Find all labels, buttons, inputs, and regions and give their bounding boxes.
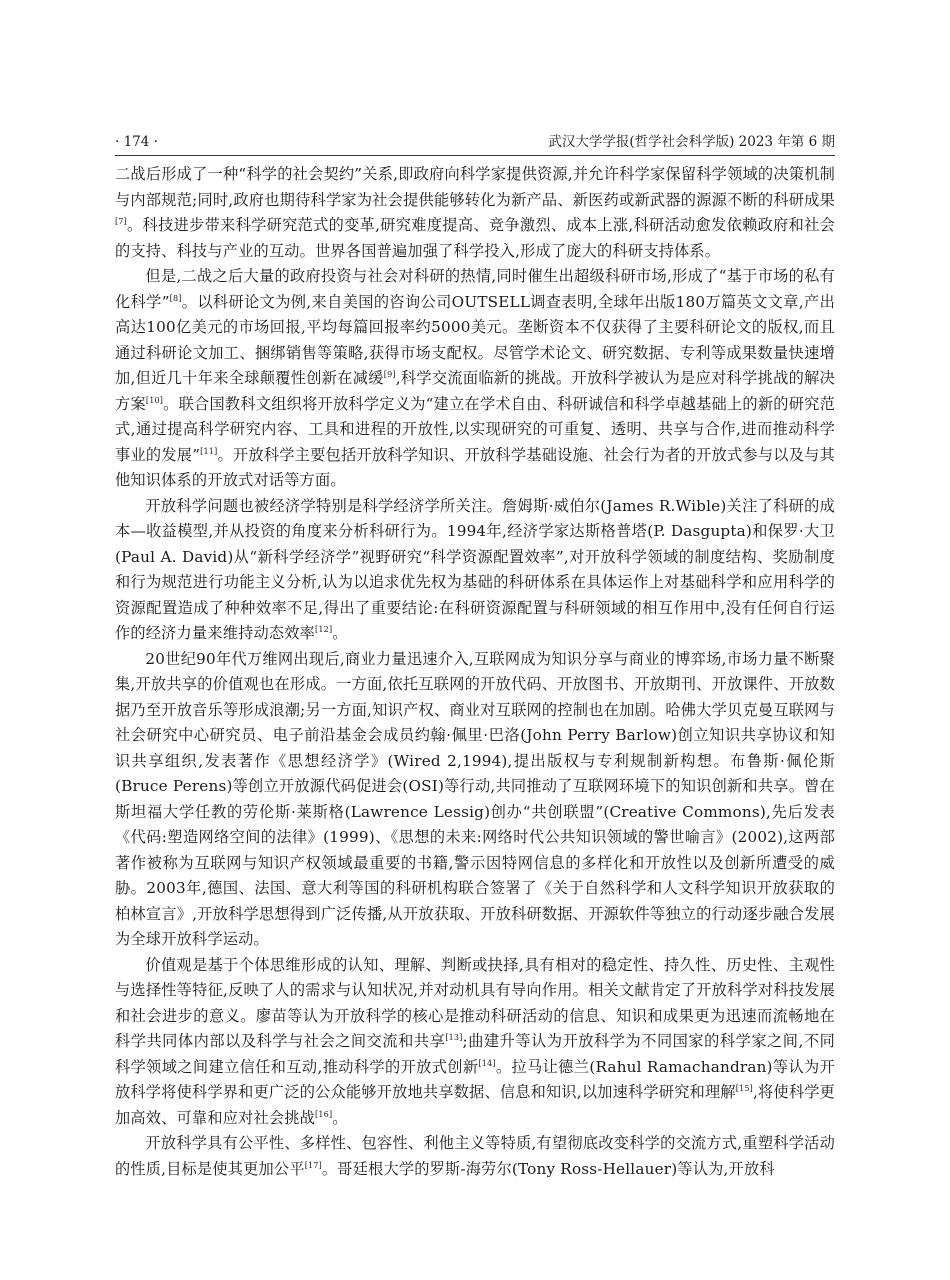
paragraph (115, 162, 835, 264)
citation-ref: [16] (315, 1109, 333, 1119)
paragraph (115, 953, 835, 1132)
page-header (115, 132, 835, 152)
citation-ref: [10] (145, 395, 164, 405)
text-run: ;曲建升等认为开放科学为不同国家的科学家之间,不同科学领域之间建立信任和互动,推动科学的开放式创新 (115, 1032, 835, 1076)
citation-ref: [8] (169, 293, 182, 303)
text-run: 。以科研论文为例,来自美国的咨询公司OUTSELL调查表明,全球年出版180万篇英文文章,产出高达100亿美元的市场回报,平均每篇回报率约5000美元。垄断资本不仅获得了主要科研论文的版权,而且通过科研论文加工、捆绑销售等策略,获得市场支配权。尽管学术论文、研究数据、专利等成果数量快速增加,但近几十年来全球颠覆性创新在减缓 (115, 292, 835, 387)
text-run: 开放科学问题也被经济学特别是科学经济学所关注。詹姆斯·威伯尔(James R.Wible)关注了科研的成本—收益模型,并从投资的角度来分析科研行为。1994年,经济学家达斯格普塔(P. Dasgupta)和保罗·大卫(Paul A. David)从“新科学经济学”视野研究“科学资源配置效率”,对开放科学领域的制度结构、奖励制度和行为规范进行功能主义分析,认为以追求优先权为基础的科研体系在具体运作上对基础科学和应用科学的资源配置造成了种种效率不足,得出了重要结论:在科研资源配置与科研领域的相互作用中,没有任何自行运作的经济力量来维持动态效率 (115, 496, 835, 642)
citation-ref: [17] (304, 1160, 322, 1170)
text-run: ,科学交流面临新的挑战。开放科学被认为是应对科学挑战的解决方案 (115, 369, 835, 413)
text-run: 。科技进步带来科学研究范式的变革,研究难度提高、竞争激烈、成本上涨,科研活动愈发依赖政府和社会的支持、科技与产业的互动。世界各国普遍加强了科学投入,形成了庞大的科研支持体系。 (115, 216, 835, 260)
citation-ref: [9] (383, 370, 396, 379)
text-run: 。开放科学主要包括开放科学知识、开放科学基础设施、社会行为者的开放式参与以及与其他知识体系的开放式对话等方面。 (115, 445, 836, 489)
citation-ref: [14] (478, 1058, 496, 1068)
text-run: 二战后形成了一种“科学的社会契约”关系,即政府向科学家提供资源,并允许科学家保留科学领域的决策机制与内部规范;同时,政府也期待科学家为社会提供能够转化为新产品、新医药或新武器的源源不断的科研成果 (115, 165, 835, 209)
header-rule (115, 155, 835, 156)
citation-ref: [11] (200, 446, 218, 456)
text-run: 。 (332, 624, 348, 642)
journal-info: 武汉大学学报(哲学社会科学版) 2023 年第 6 期 (548, 134, 835, 150)
text-run: 。联合国教科文组织将开放科学定义为“建立在学术自由、科研诚信和科学卓越基础上的新的研究范式,通过提高科学研究内容、工具和进程的开放性,以实现研究的可重复、透明、共享与合作,进而推动科学事业的发展” (115, 394, 835, 464)
paragraph (115, 647, 835, 953)
citation-ref: [12] (315, 625, 333, 634)
citation-ref: [7] (115, 217, 127, 226)
text-run: 但是,二战之后大量的政府投资与社会对科研的热情,同时催生出超级科研市场,形成了“基于市场的私有化科学” (115, 267, 835, 311)
citation-ref: [15] (735, 1084, 753, 1093)
citation-ref: [13] (445, 1033, 463, 1042)
text-run: 价值观是基于个体思维形成的认知、理解、判断或抉择,具有相对的稳定性、持久性、历史性、主观性与选择性等特征,反映了人的需求与认知状况,并对动机具有导向作用。相关文献肯定了开放科学对科技发展和社会进步的意义。廖苗等认为开放科学的核心是推动科研活动的信息、知识和成果更为迅速而流畅地在科学共同体内部以及科学与社会之间交流和共享 (115, 955, 835, 1050)
paragraph (115, 1131, 835, 1182)
text-run: 。拉马让德兰(Rahul Ramachandran)等认为开放科学将使科学界和更广泛的公众能够开放地共享数据、信息和知识,以加速科学研究和理解 (115, 1057, 835, 1101)
article-body (115, 162, 835, 1182)
page-number: · 174 · (115, 134, 158, 150)
text-run: ,将使科学更加高效、可靠和应对社会挑战 (115, 1083, 835, 1127)
text-run: 开放科学具有公平性、多样性、包容性、利他主义等特质,有望彻底改变科学的交流方式,重塑科学活动的性质,目标是使其更加公平 (115, 1134, 835, 1178)
paragraph (115, 264, 835, 494)
text-run: 20世纪90年代万维网出现后,商业力量迅速介入,互联网成为知识分享与商业的博弈场,市场力量不断聚集,开放共享的价值观也在形成。一方面,依托互联网的开放代码、开放图书、开放期刊、开放课件、开放数据乃至开放音乐等形成浪潮;另一方面,知识产权、商业对互联网的控制也在加剧。哈佛大学贝克曼互联网与社会研究中心研究员、电子前沿基金会成员约翰·佩里·巴洛(John Perry Barlow)创立知识共享协议和知识共享组织,发表著作《思想经济学》(Wired 2,1994),提出版权与专利规制新构想。布鲁斯·佩伦斯(Bruce Perens)等创立开放源代码促进会(OSI)等行动,共同推动了互联网环境下的知识创新和共享。曾在斯坦福大学任教的劳伦斯·莱斯格(Lawrence Lessig)创办“共创联盟”(Creative Commons),先后发表《代码:塑造网络空间的法律》(1999)、《思想的未来:网络时代公共知识领域的警世喻言》(2002),这两部著作被称为互联网与知识产权领域最重要的书籍,警示因特网信息的多样化和开放性以及创新所遭受的威胁。2003年,德国、法国、意大利等国的科研机构联合签署了《关于自然科学和人文科学知识开放获取的柏林宣言》,开放科学思想得到广泛传播,从开放获取、开放科研数据、开源软件等独立的行动逐步融合发展为全球开放科学运动。 (115, 649, 835, 948)
text-run: 。哥廷根大学的罗斯-海劳尔(Tony Ross-Hellauer)等认为,开放科 (321, 1159, 775, 1178)
paragraph (115, 494, 835, 647)
text-run: 。 (332, 1108, 348, 1127)
